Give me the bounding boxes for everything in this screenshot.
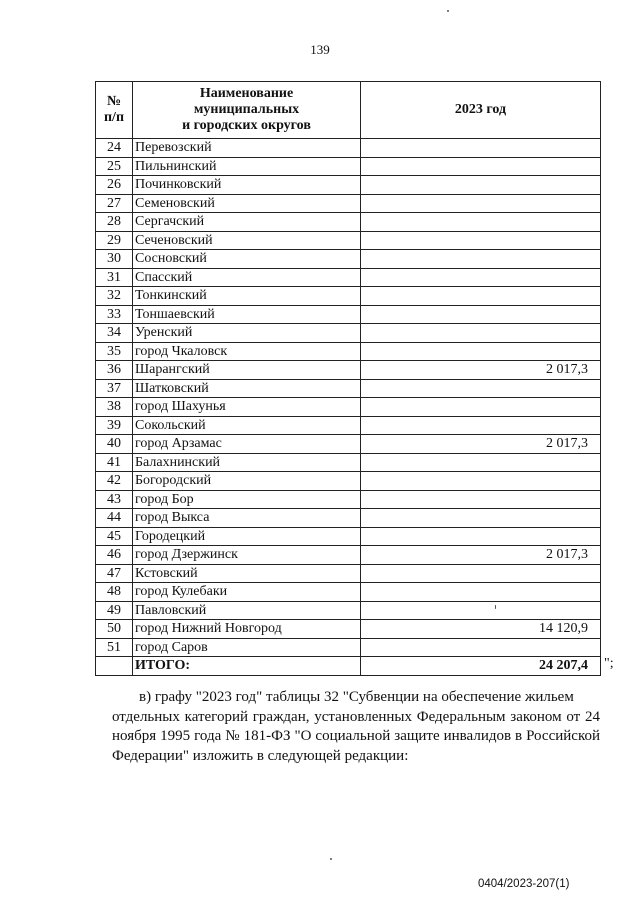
district-name: Сокольский bbox=[133, 416, 361, 435]
district-name: Уренский bbox=[133, 324, 361, 343]
district-name: город Чкаловск bbox=[133, 342, 361, 361]
table-row bbox=[96, 620, 601, 639]
district-name: Семеновский bbox=[133, 194, 361, 213]
table-row bbox=[96, 583, 601, 602]
year-value bbox=[361, 176, 601, 195]
year-value bbox=[361, 250, 601, 269]
district-name: Городецкий bbox=[133, 527, 361, 546]
row-number: 42 bbox=[96, 472, 133, 491]
district-name: город Шахунья bbox=[133, 398, 361, 417]
district-name: город Саров bbox=[133, 638, 361, 657]
district-name: Тонкинский bbox=[133, 287, 361, 306]
year-value: 2 017,3 bbox=[361, 546, 601, 565]
row-number: 44 bbox=[96, 509, 133, 528]
year-value bbox=[361, 379, 601, 398]
year-value bbox=[361, 287, 601, 306]
table-body bbox=[96, 139, 601, 676]
table-row bbox=[96, 361, 601, 380]
document-code: 0404/2023-207(1) bbox=[478, 878, 570, 890]
row-number: 46 bbox=[96, 546, 133, 565]
table-row bbox=[96, 546, 601, 565]
district-name: Богородский bbox=[133, 472, 361, 491]
year-value bbox=[361, 157, 601, 176]
table-row bbox=[96, 435, 601, 454]
row-number: 39 bbox=[96, 416, 133, 435]
year-value bbox=[361, 231, 601, 250]
row-number: 37 bbox=[96, 379, 133, 398]
row-number: 31 bbox=[96, 268, 133, 287]
table-row bbox=[96, 324, 601, 343]
year-value bbox=[361, 527, 601, 546]
table-row bbox=[96, 564, 601, 583]
row-number: 24 bbox=[96, 139, 133, 158]
table-row bbox=[96, 527, 601, 546]
table-row bbox=[96, 213, 601, 232]
district-name: Тоншаевский bbox=[133, 305, 361, 324]
table-row bbox=[96, 490, 601, 509]
table-row bbox=[96, 139, 601, 158]
row-number: 25 bbox=[96, 157, 133, 176]
district-name: Шарангский bbox=[133, 361, 361, 380]
scan-speck bbox=[330, 858, 332, 860]
table-row bbox=[96, 231, 601, 250]
paragraph-first-line: в) графу "2023 год" таблицы 32 "Субвенции на обеспечение жильем bbox=[139, 689, 574, 705]
year-value: 2 017,3 bbox=[361, 435, 601, 454]
year-value bbox=[361, 472, 601, 491]
row-number: 29 bbox=[96, 231, 133, 250]
table-row bbox=[96, 601, 601, 620]
subsidy-table bbox=[95, 81, 601, 676]
page-number: 139 bbox=[310, 42, 330, 57]
row-number: 49 bbox=[96, 601, 133, 620]
row-number: 26 bbox=[96, 176, 133, 195]
row-number: 35 bbox=[96, 342, 133, 361]
district-name: город Арзамас bbox=[133, 435, 361, 454]
year-value bbox=[361, 213, 601, 232]
district-name: город Дзержинск bbox=[133, 546, 361, 565]
table-row bbox=[96, 379, 601, 398]
district-name: Шатковский bbox=[133, 379, 361, 398]
row-number: 45 bbox=[96, 527, 133, 546]
year-value bbox=[361, 268, 601, 287]
district-name: Спасский bbox=[133, 268, 361, 287]
district-name: Сеченовский bbox=[133, 231, 361, 250]
year-value bbox=[361, 416, 601, 435]
scan-speck bbox=[447, 10, 449, 12]
row-number: 40 bbox=[96, 435, 133, 454]
header-year: 2023 год bbox=[361, 82, 601, 139]
table-row bbox=[96, 157, 601, 176]
total-label: ИТОГО: bbox=[133, 657, 361, 676]
row-number: 48 bbox=[96, 583, 133, 602]
year-value bbox=[361, 324, 601, 343]
paragraph-rest: отдельных категорий граждан, установленных Федеральным законом от 24 ноября 1995 года № 181-ФЗ "О социальной защите инвалидов в Российской Федерации" изложить в следующей редакции: bbox=[112, 708, 600, 764]
district-name: город Нижний Новгород bbox=[133, 620, 361, 639]
total-row bbox=[96, 657, 601, 676]
header-name: Наименование муниципальных и городских округов bbox=[133, 82, 361, 139]
closing-quote-mark: "; bbox=[604, 656, 614, 671]
year-value bbox=[361, 490, 601, 509]
district-name: Балахнинский bbox=[133, 453, 361, 472]
row-number: 47 bbox=[96, 564, 133, 583]
table-row bbox=[96, 472, 601, 491]
year-value bbox=[361, 194, 601, 213]
amendment-paragraph bbox=[112, 688, 600, 766]
district-name: Павловский bbox=[133, 601, 361, 620]
row-number: 50 bbox=[96, 620, 133, 639]
table-header-row bbox=[96, 82, 601, 139]
total-empty-cell bbox=[96, 657, 133, 676]
district-name: город Бор bbox=[133, 490, 361, 509]
scan-speck bbox=[495, 605, 496, 609]
district-name: город Выкса bbox=[133, 509, 361, 528]
year-value bbox=[361, 564, 601, 583]
table-row bbox=[96, 268, 601, 287]
header-num: № п/п bbox=[96, 82, 133, 139]
district-name: Перевозский bbox=[133, 139, 361, 158]
table-row bbox=[96, 176, 601, 195]
row-number: 41 bbox=[96, 453, 133, 472]
table-row bbox=[96, 398, 601, 417]
row-number: 43 bbox=[96, 490, 133, 509]
table-row bbox=[96, 194, 601, 213]
row-number: 30 bbox=[96, 250, 133, 269]
district-name: Пильнинский bbox=[133, 157, 361, 176]
table-row bbox=[96, 342, 601, 361]
table-row bbox=[96, 509, 601, 528]
year-value bbox=[361, 453, 601, 472]
table-row bbox=[96, 638, 601, 657]
row-number: 36 bbox=[96, 361, 133, 380]
year-value bbox=[361, 638, 601, 657]
year-value bbox=[361, 583, 601, 602]
row-number: 51 bbox=[96, 638, 133, 657]
year-value bbox=[361, 342, 601, 361]
year-value: 14 120,9 bbox=[361, 620, 601, 639]
district-name: Починковский bbox=[133, 176, 361, 195]
table-row bbox=[96, 250, 601, 269]
row-number: 32 bbox=[96, 287, 133, 306]
total-value: 24 207,4 bbox=[361, 657, 601, 676]
district-name: город Кулебаки bbox=[133, 583, 361, 602]
row-number: 27 bbox=[96, 194, 133, 213]
table-row bbox=[96, 416, 601, 435]
year-value bbox=[361, 398, 601, 417]
district-name: Сергачский bbox=[133, 213, 361, 232]
year-value bbox=[361, 601, 601, 620]
row-number: 28 bbox=[96, 213, 133, 232]
year-value bbox=[361, 305, 601, 324]
table-row bbox=[96, 453, 601, 472]
table-row bbox=[96, 305, 601, 324]
year-value bbox=[361, 139, 601, 158]
district-name: Кстовский bbox=[133, 564, 361, 583]
year-value: 2 017,3 bbox=[361, 361, 601, 380]
district-name: Сосновский bbox=[133, 250, 361, 269]
year-value bbox=[361, 509, 601, 528]
row-number: 38 bbox=[96, 398, 133, 417]
row-number: 34 bbox=[96, 324, 133, 343]
row-number: 33 bbox=[96, 305, 133, 324]
table-row bbox=[96, 287, 601, 306]
